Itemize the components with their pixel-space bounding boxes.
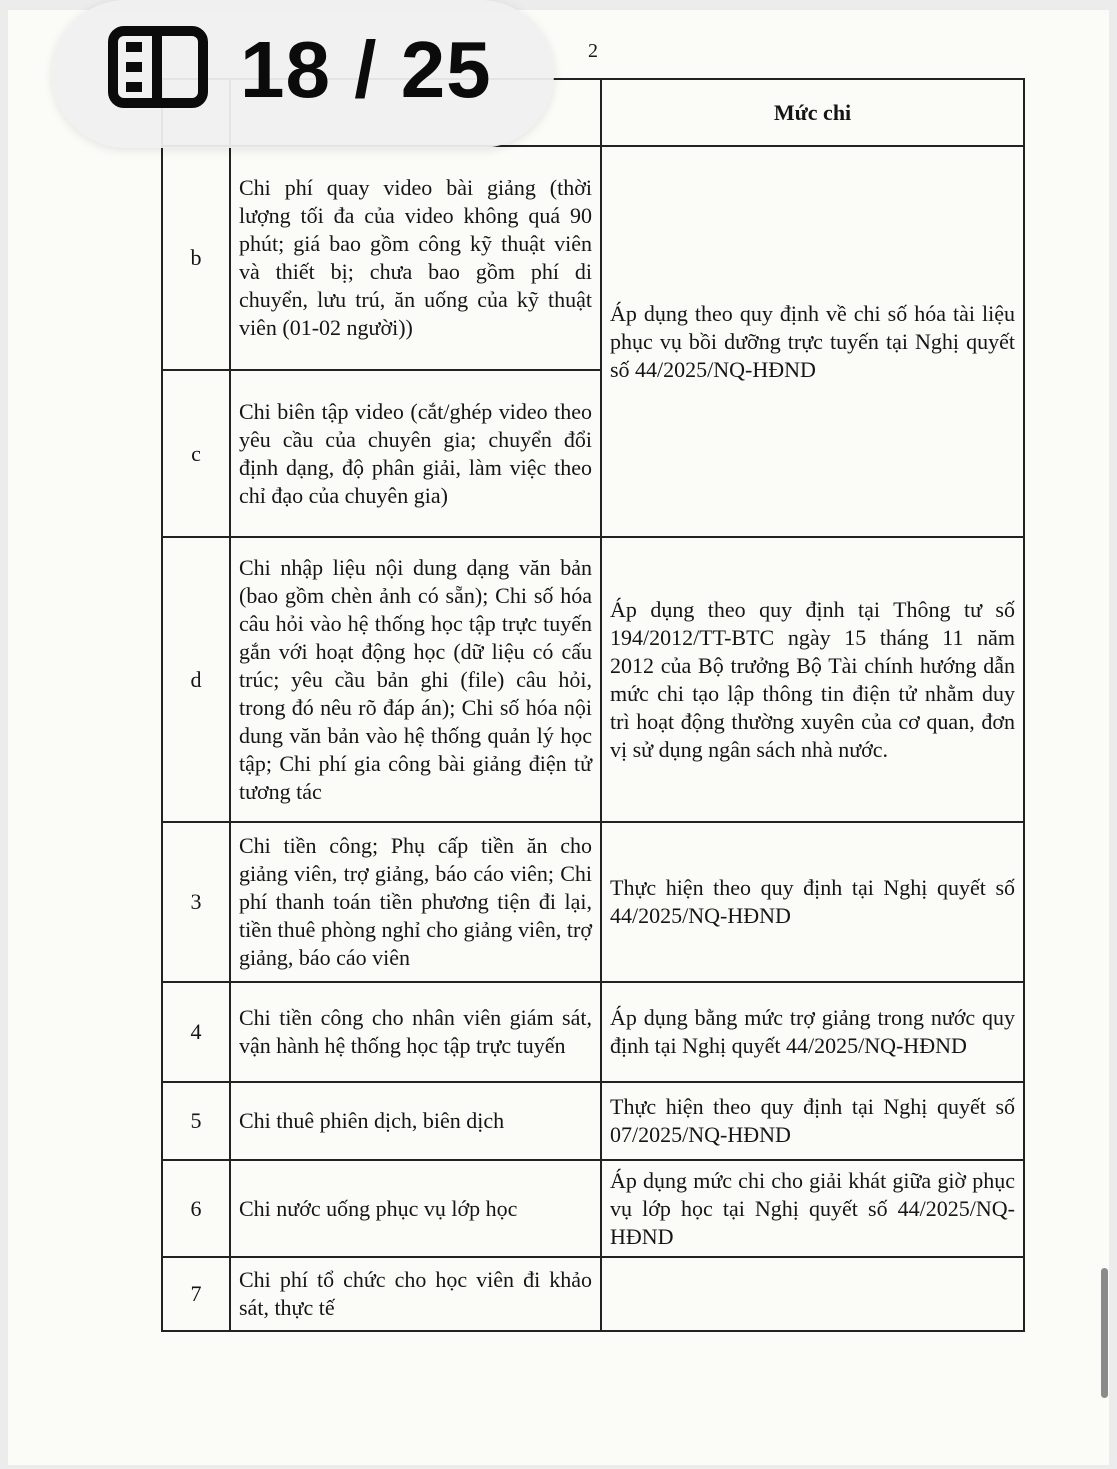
page-separator: / <box>354 25 378 114</box>
table-row <box>162 1082 1024 1160</box>
row-stt: c <box>162 370 230 537</box>
table-row <box>162 146 1024 370</box>
row-content: Chi tiền công; Phụ cấp tiền ăn cho giảng viên, trợ giảng, báo cáo viên; Chi phí thanh toán tiền phương tiện đi lại, tiền thuê phòng nghỉ cho giảng viên, trợ giảng, báo cáo viên <box>230 822 601 982</box>
table-row <box>162 1160 1024 1257</box>
table-row <box>162 1257 1024 1331</box>
current-page: 18 <box>240 25 331 114</box>
row-muc-chi: Áp dụng bằng mức trợ giảng trong nước quy định tại Nghị quyết 44/2025/NQ-HĐND <box>601 982 1024 1082</box>
table-row <box>162 822 1024 982</box>
row-content: Chi phí quay video bài giảng (thời lượng tối đa của video không quá 90 phút; giá bao gồm công kỹ thuật viên và thiết bị; chưa bao gồm phí di chuyển, lưu trú, ăn uống của kỹ thuật viên (01-02 người)) <box>230 146 601 370</box>
total-pages: 25 <box>400 25 492 114</box>
row-content: Chi thuê phiên dịch, biên dịch <box>230 1082 601 1160</box>
table-row <box>162 537 1024 822</box>
row-stt: 6 <box>162 1160 230 1257</box>
page-counter <box>240 24 492 116</box>
page-number: 2 <box>588 40 598 62</box>
page-thumbnail-icon <box>108 26 208 108</box>
row-stt: 3 <box>162 822 230 982</box>
header-muc-chi: Mức chi <box>601 79 1024 146</box>
row-content: Chi nước uống phục vụ lớp học <box>230 1160 601 1257</box>
row-stt: 7 <box>162 1257 230 1331</box>
scrollbar-thumb[interactable] <box>1101 1268 1108 1398</box>
row-stt: b <box>162 146 230 370</box>
row-stt: 4 <box>162 982 230 1082</box>
row-muc-chi: Áp dụng mức chi cho giải khát giữa giờ phục vụ lớp học tại Nghị quyết số 44/2025/NQ-HĐND <box>601 1160 1024 1257</box>
row-stt: d <box>162 537 230 822</box>
row-content: Chi tiền công cho nhân viên giám sát, vận hành hệ thống học tập trực tuyến <box>230 982 601 1082</box>
row-content: Chi phí tổ chức cho học viên đi khảo sát, thực tế <box>230 1257 601 1331</box>
page-indicator[interactable] <box>52 0 554 148</box>
expense-table <box>161 78 1025 1332</box>
row-stt: 5 <box>162 1082 230 1160</box>
row-muc-chi <box>601 1257 1024 1331</box>
row-muc-chi: Áp dụng theo quy định tại Thông tư số 194/2012/TT-BTC ngày 15 tháng 11 năm 2012 của Bộ trưởng Bộ Tài chính hướng dẫn mức chi tạo lập thông tin điện tử nhằm duy trì hoạt động thường xuyên của cơ quan, đơn vị sử dụng ngân sách nhà nước. <box>601 537 1024 822</box>
table-row <box>162 982 1024 1082</box>
row-content: Chi biên tập video (cắt/ghép video theo yêu cầu của chuyên gia; chuyển đổi định dạng, độ phân giải, làm việc theo chỉ đạo của chuyên gia) <box>230 370 601 537</box>
row-muc-chi: Thực hiện theo quy định tại Nghị quyết số 44/2025/NQ-HĐND <box>601 822 1024 982</box>
row-muc-chi: Áp dụng theo quy định về chi số hóa tài liệu phục vụ bồi dưỡng trực tuyến tại Nghị quyết số 44/2025/NQ-HĐND <box>601 146 1024 537</box>
row-content: Chi nhập liệu nội dung dạng văn bản (bao gồm chèn ảnh có sẵn); Chi số hóa câu hỏi vào hệ thống học tập trực tuyến gắn với hoạt động học (dữ liệu có cấu trúc; yêu cầu bản ghi (file) câu hỏi, trong đó nêu rõ đáp án); Chi số hóa nội dung văn bản vào hệ thống quản lý học tập; Chi phí gia công bài giảng điện tử tương tác <box>230 537 601 822</box>
row-muc-chi: Thực hiện theo quy định tại Nghị quyết số 07/2025/NQ-HĐND <box>601 1082 1024 1160</box>
